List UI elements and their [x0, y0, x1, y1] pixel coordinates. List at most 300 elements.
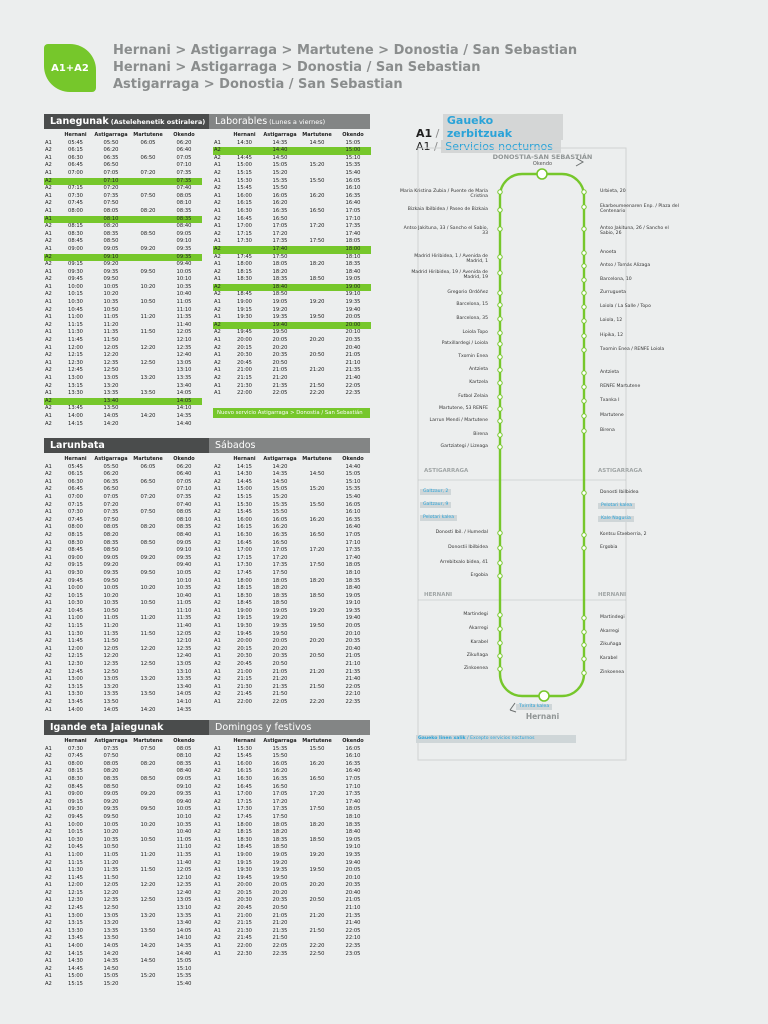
zone-left-astigarraga: ASTIGARRAGA	[424, 468, 469, 474]
time-cell: 21:05	[345, 897, 361, 904]
time-cell: 19:10	[345, 291, 361, 298]
time-cell: 18:05	[272, 261, 288, 268]
time-cell: 11:40	[176, 321, 192, 328]
line-code: A1	[45, 268, 52, 275]
time-cell: 10:15	[68, 829, 83, 836]
time-cell: 15:05	[272, 162, 288, 169]
time-cell: 18:05	[272, 577, 288, 584]
line-code: A1	[45, 745, 52, 752]
line-code: A1	[45, 600, 52, 607]
time-cell: 11:05	[103, 314, 119, 321]
time-cell: 14:50	[309, 139, 325, 146]
line-code: A2	[45, 405, 52, 412]
time-cell: 11:40	[176, 623, 192, 630]
line-code: A2	[214, 169, 221, 176]
map-stop-label: Txomin Enea	[458, 354, 488, 359]
time-cell: 20:45	[237, 661, 252, 668]
column-header: Astigarraga	[263, 738, 297, 744]
time-cell: 12:40	[176, 889, 192, 896]
saturday-title-es: Sábados	[215, 440, 256, 451]
time-cell: 18:00	[335, 246, 371, 254]
time-cell: 07:10	[92, 178, 130, 186]
line-code: A2	[214, 291, 221, 298]
line-code: A2	[214, 253, 221, 260]
line-code: A2	[45, 753, 52, 760]
time-cell: 11:35	[176, 314, 192, 321]
stop-dot	[582, 671, 586, 675]
time-cell: 07:35	[103, 745, 119, 752]
time-cell: 19:05	[272, 299, 288, 306]
time-cell: 15:50	[309, 745, 325, 752]
map-stop-label: Donosti Ibilbidea	[600, 490, 639, 495]
line-code: A2	[45, 352, 52, 359]
line-code: A1	[45, 615, 52, 622]
time-cell: 08:45	[68, 783, 83, 790]
time-cell: 11:00	[68, 851, 83, 858]
line-code: A1	[45, 676, 52, 683]
line-code: A2	[214, 539, 221, 546]
time-cell: 21:35	[272, 683, 288, 690]
time-cell: 07:40	[176, 185, 192, 192]
time-cell: 08:50	[103, 783, 119, 790]
footnote: Gaueko linen xalik / Excepto servicios nocturnos	[416, 735, 576, 743]
time-cell: 08:30	[68, 539, 83, 546]
time-cell: 19:00	[237, 851, 252, 858]
time-cell: 08:10	[176, 200, 192, 207]
time-cell: 11:50	[140, 329, 156, 336]
time-cell: 17:05	[272, 223, 288, 230]
time-cell: 18:50	[272, 844, 288, 851]
line-code: A1	[45, 463, 52, 470]
stop-dot	[582, 205, 586, 209]
time-cell: 08:50	[140, 775, 156, 782]
time-cell: 13:20	[140, 676, 156, 683]
line-code: A1	[45, 207, 52, 214]
time-cell: 14:15	[237, 463, 252, 470]
time-cell: 18:35	[345, 261, 361, 268]
time-cell: 18:40	[261, 284, 299, 292]
time-cell: 16:10	[345, 509, 361, 516]
time-cell: 16:15	[237, 768, 252, 775]
time-cell: 19:35	[272, 867, 288, 874]
time-cell: 09:05	[103, 245, 119, 252]
line-code: A1	[214, 592, 221, 599]
time-cell: 09:20	[103, 562, 119, 569]
stop-dot	[582, 643, 586, 647]
time-cell: 16:00	[237, 516, 252, 523]
time-cell: 15:05	[345, 471, 361, 478]
time-cell: 18:20	[272, 585, 288, 592]
time-cell: 22:05	[272, 390, 288, 397]
time-cell: 09:45	[68, 813, 83, 820]
time-cell: 18:50	[309, 592, 325, 599]
time-cell: 12:50	[103, 905, 119, 912]
time-cell: 12:20	[103, 352, 119, 359]
map-stop-label: Kontsu Etxeberria, 2	[600, 532, 647, 537]
sunday-title-es: Domingos y festivos	[215, 722, 312, 733]
stop-dot	[498, 331, 502, 335]
time-cell: 13:50	[140, 390, 156, 397]
column-header: Okendo	[342, 738, 364, 744]
time-cell: 13:15	[68, 382, 83, 389]
line-code: A2	[45, 261, 52, 268]
time-cell: 22:05	[345, 927, 361, 934]
time-cell: 21:35	[345, 668, 361, 675]
time-cell: 11:05	[103, 615, 119, 622]
time-cell: 12:50	[140, 359, 156, 366]
time-cell: 06:45	[68, 162, 83, 169]
column-header: Hernani	[233, 132, 256, 138]
time-cell: 19:00	[237, 299, 252, 306]
time-cell: 16:20	[272, 524, 288, 531]
time-cell: 18:10	[345, 569, 361, 576]
time-cell: 20:50	[272, 661, 288, 668]
time-cell: 09:05	[176, 539, 192, 546]
time-cell: 15:00	[237, 486, 252, 493]
line-code: A2	[214, 569, 221, 576]
time-cell: 14:35	[176, 412, 192, 419]
time-cell: 14:30	[68, 958, 83, 965]
time-cell: 12:45	[68, 367, 83, 374]
time-cell: 10:20	[140, 821, 156, 828]
line-code: A1	[45, 912, 52, 919]
line-code: A1	[45, 882, 52, 889]
route-title-3: Astigarraga > Donostia / San Sebastian	[113, 77, 403, 92]
time-cell: 09:20	[140, 791, 156, 798]
line-code: A2	[214, 859, 221, 866]
time-cell: 08:20	[140, 207, 156, 214]
line-code: A2	[45, 562, 52, 569]
time-cell: 11:30	[68, 867, 83, 874]
stop-dot	[582, 385, 586, 389]
zone-left-hernani: HERNANI	[424, 592, 453, 598]
line-code: A1	[214, 192, 221, 199]
time-cell: 12:05	[176, 867, 192, 874]
time-cell: 22:05	[345, 382, 361, 389]
time-cell: 19:30	[237, 867, 252, 874]
time-cell: 11:20	[140, 314, 156, 321]
time-cell: 19:05	[345, 276, 361, 283]
time-cell: 09:45	[68, 577, 83, 584]
time-cell: 06:15	[68, 471, 83, 478]
stop-dot	[498, 190, 502, 194]
line-code: A1	[45, 760, 52, 767]
map-stop-label: Txanka I	[600, 398, 620, 403]
time-cell: 09:20	[140, 245, 156, 252]
time-cell: 17:15	[237, 798, 252, 805]
map-top-title: DONOSTIA-SAN SEBASTIÁN	[492, 153, 593, 161]
time-cell: 19:20	[309, 607, 325, 614]
line-code: A2	[214, 798, 221, 805]
line-code: A2	[45, 935, 52, 942]
time-cell: 09:50	[103, 577, 119, 584]
time-cell: 13:50	[140, 927, 156, 934]
time-cell: 19:20	[272, 615, 288, 622]
time-cell: 11:05	[176, 299, 192, 306]
time-cell: 15:40	[345, 493, 361, 500]
line-code: A2	[45, 162, 52, 169]
line-code: A2	[45, 768, 52, 775]
time-cell: 15:20	[309, 162, 325, 169]
line-code: A1	[214, 299, 221, 306]
time-cell: 09:35	[176, 791, 192, 798]
time-cell: 13:05	[176, 359, 192, 366]
time-cell: 22:00	[237, 943, 252, 950]
time-cell: 21:35	[272, 382, 288, 389]
map-stop-label: Donostii Ibilbidea	[448, 545, 488, 550]
time-cell: 06:50	[103, 162, 119, 169]
time-cell: 07:20	[103, 185, 119, 192]
time-cell: 07:35	[103, 509, 119, 516]
stop-dot	[498, 627, 502, 631]
map-stop-label: Maria Kristina Zubia / Puente de María Cristina	[400, 189, 488, 200]
time-cell: 19:15	[237, 859, 252, 866]
time-cell: 21:05	[272, 367, 288, 374]
time-cell: 15:50	[309, 177, 325, 184]
time-cell: 15:35	[272, 177, 288, 184]
line-code: A1	[214, 668, 221, 675]
time-cell: 21:50	[309, 382, 325, 389]
time-cell: 15:05	[176, 958, 192, 965]
time-cell: 09:40	[176, 562, 192, 569]
time-cell: 09:35	[166, 254, 202, 262]
time-cell: 15:10	[345, 478, 361, 485]
time-cell: 07:35	[166, 178, 202, 186]
map-stop-label: Barcelona, 10	[600, 277, 632, 282]
time-cell: 09:35	[176, 554, 192, 561]
time-cell: 12:20	[140, 344, 156, 351]
time-cell: 13:20	[103, 382, 119, 389]
time-cell: 08:00	[68, 524, 83, 531]
time-cell: 11:50	[103, 638, 119, 645]
time-cell: 13:35	[103, 691, 119, 698]
time-cell: 10:00	[68, 821, 83, 828]
time-cell: 17:45	[237, 253, 252, 260]
time-cell: 13:20	[103, 920, 119, 927]
time-cell: 18:35	[345, 821, 361, 828]
time-cell: 08:00	[68, 207, 83, 214]
line-code: A2	[45, 829, 52, 836]
time-cell: 13:00	[68, 375, 83, 381]
time-cell: 18:00	[237, 821, 252, 828]
time-cell: 16:35	[272, 531, 288, 538]
time-cell: 20:05	[345, 867, 361, 874]
time-cell: 13:50	[103, 405, 119, 412]
time-cell: 16:45	[237, 539, 252, 546]
time-cell: 10:20	[140, 585, 156, 592]
time-cell: 14:35	[176, 706, 192, 713]
time-cell: 12:20	[103, 653, 119, 660]
time-cell: 06:40	[176, 471, 192, 478]
time-cell: 12:10	[176, 638, 192, 645]
column-header: Astigarraga	[263, 456, 297, 462]
time-cell: 11:40	[176, 859, 192, 866]
time-cell: 13:50	[140, 691, 156, 698]
time-cell: 22:50	[309, 950, 325, 957]
time-cell: 21:05	[272, 912, 288, 919]
map-stop-label: Madrid Hiribidea, 19 / Avenida de Madrid, 19	[411, 270, 488, 281]
time-cell: 09:00	[68, 554, 83, 561]
time-cell: 11:35	[176, 851, 192, 858]
time-cell: 15:50	[272, 753, 288, 760]
time-cell: 06:20	[103, 147, 119, 154]
time-cell: 21:05	[345, 352, 361, 359]
time-cell: 09:05	[176, 230, 192, 237]
time-cell: 11:35	[103, 867, 119, 874]
column-header: Hernani	[233, 456, 256, 462]
time-cell: 10:15	[68, 291, 83, 298]
time-cell: 18:05	[345, 238, 361, 245]
line-code: A2	[45, 367, 52, 374]
time-cell: 16:35	[272, 775, 288, 782]
time-cell: 07:35	[103, 192, 119, 199]
time-cell: 19:20	[272, 859, 288, 866]
time-cell: 06:20	[103, 471, 119, 478]
time-cell: 12:35	[103, 359, 119, 366]
line-code: A2	[214, 524, 221, 531]
time-cell: 20:50	[272, 359, 288, 366]
time-cell: 17:30	[237, 238, 252, 245]
time-cell: 12:45	[68, 668, 83, 675]
time-cell: 08:50	[103, 547, 119, 554]
time-cell: 14:45	[237, 478, 252, 485]
time-cell: 06:20	[176, 463, 192, 470]
time-cell: 17:05	[272, 547, 288, 554]
time-cell: 13:40	[176, 683, 192, 690]
map-stop-label: Ergobia	[600, 545, 618, 550]
stop-dot	[582, 399, 586, 403]
time-cell: 16:35	[345, 516, 361, 523]
line-code: A1	[45, 661, 52, 668]
time-cell: 19:10	[345, 600, 361, 607]
time-cell: 10:35	[176, 585, 192, 592]
line-code: A1	[45, 139, 52, 146]
line-code: A1	[214, 943, 221, 950]
time-cell: 09:10	[92, 254, 130, 262]
column-header: Astigarraga	[94, 738, 128, 744]
time-cell: 12:35	[103, 661, 119, 668]
time-cell: 07:00	[68, 169, 83, 176]
time-cell: 16:20	[272, 200, 288, 207]
time-cell: 20:20	[309, 882, 325, 889]
time-cell: 17:00	[237, 791, 252, 798]
time-cell: 10:50	[103, 607, 119, 614]
time-cell: 12:15	[68, 889, 83, 896]
weekday-title-es: Laborables	[215, 116, 268, 127]
stop-dot	[498, 227, 502, 231]
time-cell: 14:20	[103, 950, 119, 957]
time-cell: 12:05	[176, 630, 192, 637]
time-cell: 14:00	[68, 412, 83, 419]
stop-dot	[498, 208, 502, 212]
line-code: A1	[214, 683, 221, 690]
time-cell: 16:05	[272, 516, 288, 523]
time-cell: 05:45	[68, 463, 83, 470]
time-cell: 15:10	[176, 965, 192, 972]
time-cell: 07:40	[176, 501, 192, 508]
time-cell: 19:00	[335, 284, 371, 292]
time-cell: 14:40	[176, 420, 192, 427]
time-cell: 09:35	[103, 806, 119, 813]
line-code: A1	[214, 836, 221, 843]
line-code: A2	[45, 699, 52, 705]
time-cell: 17:20	[272, 230, 288, 237]
time-cell: 07:50	[140, 192, 156, 199]
line-code: A2	[214, 463, 221, 470]
time-cell: 17:35	[345, 223, 361, 230]
time-cell: 15:35	[176, 973, 192, 980]
time-cell: 18:35	[272, 836, 288, 843]
line-code: A1	[45, 836, 52, 843]
stop-dot	[498, 531, 502, 535]
time-cell: 11:20	[103, 859, 119, 866]
time-cell: 15:20	[103, 981, 119, 987]
stop-dot	[582, 334, 586, 338]
time-cell: 19:40	[345, 306, 361, 313]
line-code: A1	[214, 367, 221, 374]
line-code: A2	[214, 874, 221, 881]
time-cell: 16:00	[237, 192, 252, 199]
time-cell: 11:35	[103, 630, 119, 637]
line-code: A2	[45, 905, 52, 912]
stop-dot	[582, 630, 586, 634]
time-cell: 18:35	[272, 276, 288, 283]
time-cell: 11:05	[176, 600, 192, 607]
time-cell: 19:30	[237, 314, 252, 321]
time-cell: 11:45	[68, 638, 83, 645]
time-cell: 16:05	[345, 177, 361, 184]
time-cell: 14:20	[103, 420, 119, 427]
line-code: A1	[45, 329, 52, 336]
time-cell: 11:30	[68, 329, 83, 336]
time-cell: 19:00	[237, 607, 252, 614]
time-cell: 16:20	[309, 516, 325, 523]
time-cell: 16:50	[272, 215, 288, 222]
map-stop-label: Futbol Zelaia	[458, 394, 488, 399]
line-code: A2	[45, 577, 52, 584]
time-cell: 06:20	[176, 139, 192, 146]
line-code: A2	[213, 322, 228, 330]
stop-dot	[498, 574, 502, 578]
line-code: A2	[45, 638, 52, 645]
time-cell: 22:05	[272, 943, 288, 950]
weekday-subtitle-es: (Lunes a viernes)	[269, 118, 326, 126]
map-stop-label: Hipika, 12	[600, 333, 624, 338]
time-cell: 19:40	[261, 322, 299, 330]
time-cell: 06:45	[68, 486, 83, 493]
time-cell: 20:10	[345, 329, 361, 336]
time-cell: 05:45	[68, 139, 83, 146]
time-cell: 10:00	[68, 283, 83, 290]
time-cell: 10:45	[68, 306, 83, 313]
line-code: A2	[214, 359, 221, 366]
time-cell: 14:35	[272, 471, 288, 478]
time-cell: 16:35	[345, 760, 361, 767]
time-cell: 12:50	[140, 661, 156, 668]
time-cell: 22:10	[345, 691, 361, 698]
time-cell: 16:30	[237, 531, 252, 538]
map-stop-label: Larrun Mendi / Martutene	[429, 418, 488, 423]
time-cell: 15:30	[237, 501, 252, 508]
stop-dot	[498, 317, 502, 321]
time-cell: 18:45	[237, 600, 252, 607]
time-cell: 17:35	[272, 238, 288, 245]
time-cell: 08:40	[176, 768, 192, 775]
line-code: A1	[45, 412, 52, 419]
stop-dot	[498, 342, 502, 346]
stop-dot	[582, 429, 586, 433]
line-code: A2	[214, 844, 221, 851]
